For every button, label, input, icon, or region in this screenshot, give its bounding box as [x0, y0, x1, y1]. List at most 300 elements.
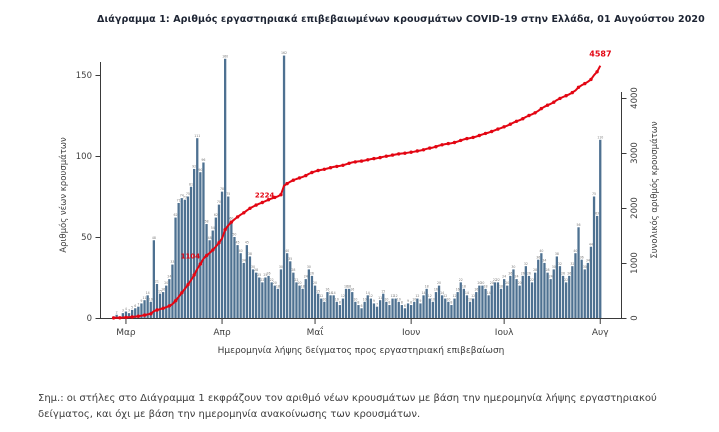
- bar-value-label: 2: [115, 310, 118, 315]
- line-dot: [118, 316, 121, 319]
- bar-value-label: 24: [548, 274, 553, 279]
- bar-value-label: 56: [576, 222, 581, 227]
- bar-value-label: 40: [285, 248, 290, 253]
- y-axis-title-right: Συνολικός αριθμός κρουσμάτων: [650, 121, 660, 259]
- bar-value-label: 36: [536, 255, 541, 260]
- bar: [577, 227, 579, 318]
- bar-value-label: 16: [325, 287, 330, 292]
- bar-value-label: 26: [561, 271, 566, 276]
- bar: [571, 266, 573, 318]
- bar-value-label: 45: [244, 240, 249, 245]
- bar-value-label: 40: [573, 248, 578, 253]
- line-dot: [298, 176, 301, 179]
- bar: [537, 260, 539, 318]
- bar: [450, 305, 452, 318]
- bar: [413, 302, 415, 318]
- bar-value-label: 50: [232, 232, 237, 237]
- bar: [432, 302, 434, 318]
- bar-value-label: 26: [567, 271, 572, 276]
- line-dot: [211, 248, 214, 251]
- line-dot: [521, 117, 524, 120]
- bar: [320, 299, 322, 318]
- bar-value-label: 6: [403, 303, 406, 308]
- line-dot: [124, 316, 127, 319]
- bar: [562, 276, 564, 318]
- line-dot: [428, 146, 431, 149]
- bar-value-label: 7: [137, 302, 140, 307]
- bar-value-label: 75: [185, 192, 190, 197]
- bar-value-label: 40: [238, 248, 243, 253]
- bar-value-label: 26: [266, 271, 271, 276]
- bar: [491, 286, 493, 318]
- bar-value-label: 10: [384, 297, 389, 302]
- bar-value-label: 10: [412, 297, 417, 302]
- bar: [453, 299, 455, 318]
- bar-value-label: 6: [134, 303, 137, 308]
- line-dot: [589, 78, 592, 81]
- bar-value-label: 48: [207, 235, 212, 240]
- bar-value-label: 22: [530, 277, 535, 282]
- line-dot: [292, 179, 295, 182]
- bar-value-label: 38: [247, 252, 252, 257]
- line-dot: [347, 162, 350, 165]
- bar: [481, 286, 483, 318]
- line-dot: [310, 171, 313, 174]
- left-tick-label: 0: [86, 314, 92, 324]
- bar-value-label: 9: [372, 299, 375, 304]
- bar-value-label: 8: [357, 300, 360, 305]
- bar-value-label: 26: [520, 271, 525, 276]
- bar-value-label: 28: [254, 268, 259, 273]
- line-dot: [502, 125, 505, 128]
- bar-value-label: 30: [306, 265, 311, 269]
- bar-value-label: 12: [443, 294, 448, 299]
- bar: [435, 292, 437, 318]
- bar: [385, 302, 387, 318]
- x-tick-label: Μαρ: [116, 328, 136, 338]
- line-dot: [583, 82, 586, 85]
- bar-value-label: 14: [440, 290, 445, 295]
- bar-value-label: 25: [257, 273, 262, 278]
- bar: [550, 279, 552, 318]
- bar-value-label: 10: [148, 297, 153, 302]
- bar: [252, 269, 254, 318]
- line-dot: [527, 114, 530, 117]
- bar-value-label: 71: [176, 198, 181, 203]
- line-dot: [571, 91, 574, 94]
- bar-value-label: 20: [505, 281, 510, 286]
- bar-value-label: 70: [216, 200, 221, 205]
- bar: [354, 302, 356, 318]
- bar: [165, 286, 167, 318]
- bar-value-label: 11: [142, 295, 147, 300]
- bar-value-label: 30: [278, 265, 283, 269]
- bar-value-label: 32: [570, 261, 575, 266]
- bar: [280, 269, 282, 318]
- bar-value-label: 16: [455, 287, 460, 292]
- line-dot: [372, 157, 375, 160]
- bar-value-label: 10: [362, 297, 367, 302]
- bar: [212, 231, 214, 318]
- bar: [298, 286, 300, 318]
- bar: [488, 295, 490, 318]
- line-dot: [471, 136, 474, 139]
- bar: [373, 303, 375, 318]
- bar: [302, 289, 304, 318]
- bar-value-label: 90: [198, 167, 203, 172]
- bar-value-label: 6: [360, 303, 363, 308]
- line-dot: [242, 211, 245, 214]
- bar-value-label: 8: [410, 300, 413, 305]
- line-dot: [533, 111, 536, 114]
- line-dot: [112, 316, 115, 319]
- bar-value-label: 20: [313, 281, 318, 286]
- left-tick-label: 50: [81, 233, 92, 243]
- bar: [267, 276, 269, 318]
- bar: [509, 276, 511, 318]
- bar-value-label: 40: [539, 248, 544, 253]
- bar-value-label: 10: [468, 297, 473, 302]
- bar-value-label: 16: [161, 287, 166, 292]
- bar-value-label: 30: [251, 265, 256, 269]
- bar-value-label: 22: [458, 277, 463, 282]
- bar: [472, 299, 474, 318]
- line-dot: [558, 97, 561, 100]
- line-dot: [564, 94, 567, 97]
- bar-value-label: 81: [189, 182, 194, 187]
- bar: [590, 247, 592, 318]
- line-dot: [149, 312, 152, 315]
- bar: [342, 299, 344, 318]
- line-dot: [236, 215, 239, 218]
- bar-value-label: 20: [164, 281, 169, 286]
- line-dot: [360, 159, 363, 162]
- line-dot: [478, 134, 481, 137]
- bar-value-label: 33: [170, 260, 175, 265]
- bar-value-label: 92: [192, 164, 197, 169]
- bar-value-label: 45: [235, 240, 240, 245]
- bar-value-label: 14: [486, 290, 491, 295]
- bar: [376, 307, 378, 318]
- bar-value-label: 14: [421, 290, 426, 295]
- bar: [261, 282, 263, 318]
- bar-value-label: 30: [511, 265, 516, 269]
- bar-value-label: 12: [393, 294, 398, 299]
- bar-value-label: 14: [328, 290, 333, 295]
- bar-value-label: 10: [446, 297, 451, 302]
- bar-value-label: 28: [533, 268, 538, 273]
- line-dot: [217, 241, 220, 244]
- bar-value-label: 3: [121, 308, 124, 313]
- bar: [370, 299, 372, 318]
- bar-value-label: 12: [471, 294, 476, 299]
- bar-value-label: 8: [388, 300, 391, 305]
- bar: [277, 289, 279, 318]
- bar-value-label: 18: [275, 284, 280, 289]
- bar-value-label: 111: [194, 133, 201, 138]
- bar-value-label: 16: [474, 287, 479, 292]
- bar: [540, 253, 542, 318]
- left-tick-label: 100: [75, 152, 92, 162]
- line-dot: [403, 152, 406, 155]
- line-dot: [304, 174, 307, 177]
- bar-value-label: 18: [300, 284, 305, 289]
- line-dot: [341, 164, 344, 167]
- line-dot: [540, 107, 543, 110]
- line-dot: [323, 168, 326, 171]
- line-dot: [162, 307, 165, 310]
- bar-value-label: 10: [396, 297, 401, 302]
- line-dot: [447, 142, 450, 145]
- bar-value-label: 10: [430, 297, 435, 302]
- bar: [429, 299, 431, 318]
- bar-value-label: 78: [220, 187, 225, 192]
- bar: [221, 192, 223, 318]
- bar: [199, 172, 201, 318]
- bar-value-label: 26: [309, 271, 314, 276]
- line-dot: [174, 299, 177, 302]
- bar: [367, 295, 369, 318]
- bar-value-label: 8: [450, 300, 453, 305]
- line-dot: [335, 165, 338, 168]
- bar: [441, 295, 443, 318]
- bar-value-label: 18: [424, 284, 429, 289]
- bar: [528, 276, 530, 318]
- bar-value-label: 62: [173, 213, 178, 218]
- bar-value-label: 28: [545, 268, 550, 273]
- bar: [553, 269, 555, 318]
- x-tick-label: Αυγ: [591, 328, 609, 338]
- bar-value-label: 10: [322, 297, 327, 302]
- bar-value-label: 22: [492, 277, 497, 282]
- bar: [416, 299, 418, 318]
- bar-value-label: 34: [542, 258, 547, 263]
- bar: [444, 299, 446, 318]
- bar-value-label: 58: [204, 219, 209, 224]
- line-dot: [131, 315, 134, 318]
- right-tick-label: 3000: [630, 142, 640, 164]
- bar: [227, 197, 229, 319]
- bar: [348, 289, 350, 318]
- bar: [587, 263, 589, 318]
- bar-value-label: 9: [140, 299, 143, 304]
- bar: [596, 216, 598, 318]
- bar: [193, 169, 195, 318]
- bar-value-label: 7: [376, 302, 379, 307]
- bar: [308, 269, 310, 318]
- bar-value-label: 74: [179, 193, 184, 198]
- line-dot: [440, 143, 443, 146]
- bar-value-label: 75: [592, 192, 597, 197]
- bar-value-label: 30: [551, 265, 556, 269]
- line-dot: [546, 104, 549, 107]
- line-dot: [329, 166, 332, 169]
- bar-value-label: 30: [582, 265, 587, 269]
- bar-value-label: 3: [128, 308, 131, 313]
- right-tick-label: 1000: [630, 252, 640, 274]
- bar: [584, 269, 586, 318]
- bar-value-label: 18: [461, 284, 466, 289]
- line-dot: [391, 153, 394, 156]
- bar-value-label: 22: [495, 277, 500, 282]
- line-dot: [397, 152, 400, 155]
- line-dot: [416, 149, 419, 152]
- bar: [224, 59, 226, 318]
- bar: [218, 205, 220, 318]
- y-axis-title-left: Αριθμός νέων κρουσμάτων: [59, 137, 69, 253]
- bar-value-label: 110: [597, 135, 604, 140]
- x-tick-label: Ιουλ: [494, 328, 514, 338]
- bar: [286, 253, 288, 318]
- line-dot: [422, 148, 425, 151]
- bar: [360, 308, 362, 318]
- bar-value-label: 34: [585, 258, 590, 263]
- bar-value-label: 10: [334, 297, 339, 302]
- bar-value-label: 22: [564, 277, 569, 282]
- bar-value-label: 12: [319, 294, 324, 299]
- bar: [469, 302, 471, 318]
- bar: [326, 292, 328, 318]
- line-dot: [254, 203, 257, 206]
- bar-value-label: 4: [124, 307, 127, 312]
- bar-value-label: 12: [415, 294, 420, 299]
- bar-value-label: 63: [595, 211, 600, 216]
- bar-value-label: 15: [316, 289, 321, 294]
- line-dot: [279, 193, 282, 196]
- line-dot: [285, 182, 288, 185]
- bar: [395, 299, 397, 318]
- bar-value-label: 18: [347, 284, 352, 289]
- bar: [162, 292, 164, 318]
- line-dot: [366, 158, 369, 161]
- line-dot: [193, 273, 196, 276]
- bar: [329, 295, 331, 318]
- bar-value-label: 14: [464, 290, 469, 295]
- bar: [457, 292, 459, 318]
- bar: [568, 276, 570, 318]
- bar: [336, 302, 338, 318]
- line-dot: [484, 132, 487, 135]
- bar-value-label: 18: [499, 284, 504, 289]
- bar-value-label: 20: [480, 281, 485, 286]
- bar-value-label: 38: [554, 252, 559, 257]
- bar-value-label: 73: [182, 195, 187, 200]
- bar: [202, 162, 204, 318]
- bar: [243, 263, 245, 318]
- bar: [422, 295, 424, 318]
- bar-value-label: 15: [158, 289, 163, 294]
- bar-value-label: 160: [222, 54, 229, 59]
- bar-value-label: 12: [368, 294, 373, 299]
- bar: [388, 305, 390, 318]
- bar: [475, 292, 477, 318]
- bar-value-label: 14: [145, 290, 150, 295]
- bar-value-label: 14: [331, 290, 336, 295]
- line-dot: [137, 315, 140, 318]
- line-dot: [509, 123, 512, 126]
- bar: [339, 305, 341, 318]
- line-dot: [385, 155, 388, 158]
- bar: [351, 292, 353, 318]
- bar-value-label: 22: [269, 277, 274, 282]
- bar: [419, 303, 421, 318]
- bar-value-label: 20: [517, 281, 522, 286]
- line-dot: [143, 313, 146, 316]
- bar: [401, 305, 403, 318]
- line-dot: [155, 308, 158, 311]
- bar: [565, 282, 567, 318]
- bar-value-label: 20: [297, 281, 302, 286]
- bar-value-label: 162: [281, 51, 288, 56]
- bar: [178, 203, 180, 318]
- bar: [447, 302, 449, 318]
- bar-value-label: 15: [381, 289, 386, 294]
- bar-value-label: 5: [131, 305, 134, 310]
- bar: [500, 289, 502, 318]
- bar: [305, 279, 307, 318]
- bar: [357, 305, 359, 318]
- bar: [364, 302, 366, 318]
- bar-value-label: 10: [353, 297, 358, 302]
- bar-value-label: 24: [514, 274, 519, 279]
- bar: [258, 278, 260, 319]
- bar-value-label: 75: [226, 192, 231, 197]
- line-dot: [205, 254, 208, 257]
- bar: [519, 286, 521, 318]
- line-dot: [459, 139, 462, 142]
- line-dot: [199, 262, 202, 265]
- bar-value-label: 26: [526, 271, 531, 276]
- bars: [112, 56, 604, 318]
- line-annotation: 4587: [589, 49, 612, 59]
- bar-value-label: 35: [288, 256, 293, 261]
- bar-value-label: 18: [483, 284, 488, 289]
- line-dot: [186, 283, 189, 286]
- bar-value-label: 12: [390, 294, 395, 299]
- bar-value-label: 14: [365, 290, 370, 295]
- line-dot: [515, 120, 518, 123]
- right-tick-label: 2000: [630, 197, 640, 219]
- bar-value-label: 62: [213, 213, 218, 218]
- bar-value-label: 36: [579, 255, 584, 260]
- bar-value-label: 25: [263, 273, 268, 278]
- bar: [391, 299, 393, 318]
- bar-value-label: 8: [338, 300, 341, 305]
- bar-value-label: 20: [489, 281, 494, 286]
- bar: [168, 279, 170, 318]
- bar-value-label: 32: [523, 261, 528, 266]
- bar: [398, 302, 400, 318]
- bar: [379, 300, 381, 318]
- bar-value-label: 54: [210, 226, 215, 231]
- bar: [410, 305, 412, 318]
- line-dot: [224, 228, 227, 231]
- bar-value-label: 21: [154, 279, 159, 284]
- left-tick-label: 150: [75, 71, 92, 81]
- footnote: Σημ.: οι στήλες στο Διάγραμμα 1 εκφράζουν τον αριθμό νέων κρουσμάτων με βάση την ημερομηνία λήψης εργαστηριακού δείγματος, και όχι με βάση την ημερομηνία ανακοίνωσης των κρουσμάτων.: [38, 393, 657, 420]
- bar-value-label: 18: [344, 284, 349, 289]
- chart-title: Διάγραμμα 1: Αριθμός εργαστηριακά επιβεβαιωμένων κρουσμάτων COVID-19 στην Ελλάδα, 01 Αυγούστου 2020: [97, 14, 705, 25]
- line-dot: [434, 145, 437, 148]
- bar: [407, 303, 409, 318]
- line-annotation: 1104: [180, 252, 201, 261]
- bar-value-label: 20: [272, 281, 277, 286]
- bar-value-label: 60: [229, 216, 234, 221]
- bar: [494, 282, 496, 318]
- bar-value-label: 12: [427, 294, 432, 299]
- x-axis-title: Ημερομηνία λήψης δείγματος προς εργαστηριακή επιβεβαίωση: [217, 346, 505, 356]
- bar-value-label: 12: [340, 294, 345, 299]
